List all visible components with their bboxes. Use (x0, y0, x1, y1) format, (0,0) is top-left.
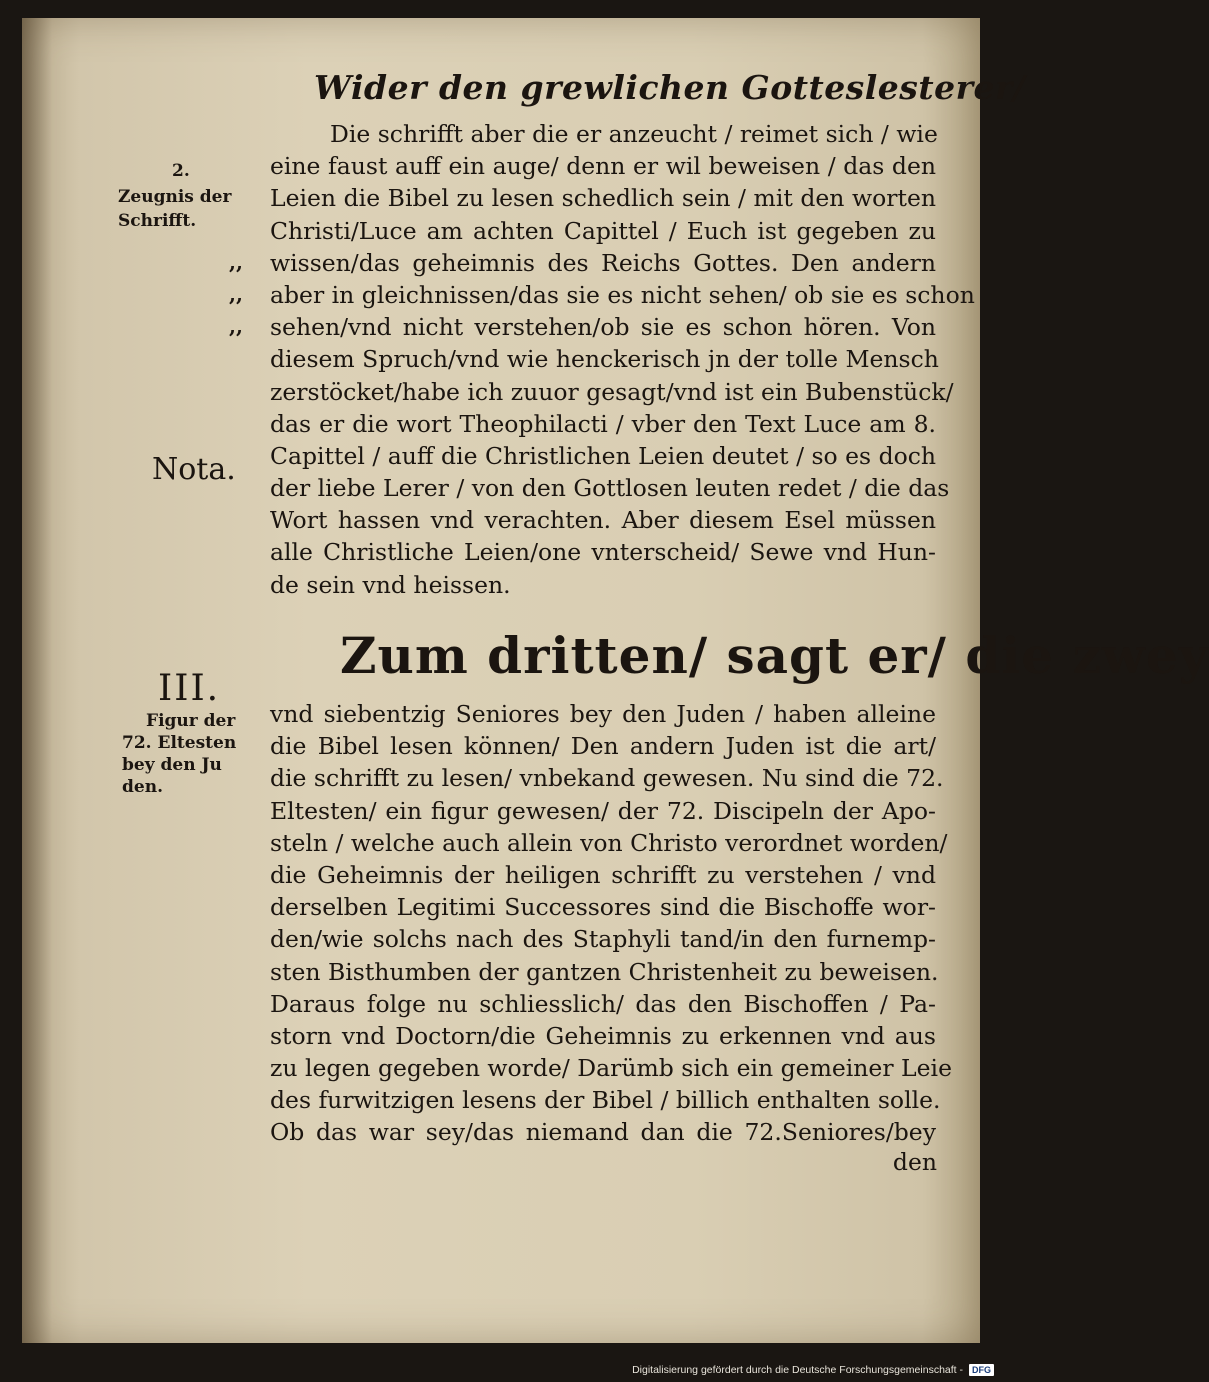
text-line: die Geheimnis der heiligen schrifft zu verstehen / vnd (270, 860, 936, 889)
section-heading: Zum dritten/ sagt er/ die zwey (340, 626, 1209, 685)
dfg-logo: DFG (969, 1364, 994, 1376)
text-line: steln / welche auch allein von Christo verordnet worden/ (270, 828, 948, 857)
text-line: Eltesten/ ein figur gewesen/ der 72. Discipeln der Apo- (270, 796, 936, 825)
spine-shadow (22, 18, 52, 1343)
margin-note-line: Figur der (146, 711, 236, 731)
margin-note-line: Zeugnis der (118, 187, 232, 207)
text-line: storn vnd Doctorn/die Geheimnis zu erkennen vnd aus (270, 1021, 936, 1050)
funding-credit: Digitalisierung gefördert durch die Deutsche Forschungsgemeinschaft - (632, 1364, 963, 1376)
margin-note-nota: Nota. (152, 452, 236, 487)
text-line: zerstöcket/habe ich zuuor gesagt/vnd ist ein Bubenstück/ (270, 377, 954, 406)
quote-mark: ,, (229, 314, 243, 338)
text-line: zu legen gegeben worde/ Darümb sich ein gemeiner Leie (270, 1054, 952, 1083)
text-line: eine faust auff ein auge/ denn er wil beweisen / das den (270, 152, 936, 181)
text-line: Daraus folge nu schliesslich/ das den Bischoffen / Pa- (270, 989, 936, 1018)
margin-note-line: bey den Ju (122, 755, 222, 775)
text-line: Ob das war sey/das niemand dan die 72.Seniores/bey (270, 1118, 936, 1147)
text-line: das er die wort Theophilacti / vber den Text Luce am 8. (270, 409, 936, 438)
paragraph-2 (270, 698, 952, 1149)
quote-mark: ,, (229, 250, 243, 274)
margin-note-line: Schrifft. (118, 211, 197, 231)
text-line: aber in gleichnissen/das sie es nicht sehen/ ob sie es schon (270, 280, 975, 309)
book-page (22, 18, 1209, 1343)
text-line: diesem Spruch/vnd wie henckerisch jn der tolle Mensch (270, 345, 939, 374)
text-line: alle Christliche Leien/one vnterscheid/ Sewe vnd Hun- (270, 538, 936, 567)
margin-note-number: 2. (172, 161, 190, 181)
digitization-footer (610, 1358, 1000, 1382)
paragraph-1 (270, 118, 975, 601)
running-head: Wider den grewlichen Gotteslesterer/ (314, 68, 1026, 107)
text-line: de sein vnd heissen. (270, 570, 511, 599)
text-line: Die schrifft aber die er anzeucht / reimet sich / wie (330, 120, 938, 148)
text-line: des furwitzigen lesens der Bibel / billich enthalten solle. (270, 1086, 941, 1115)
text-line: sehen/vnd nicht verstehen/ob sie es schon hören. Von (270, 313, 936, 342)
text-line: Capittel / auff die Christlichen Leien deutet / so es doch (270, 441, 937, 470)
text-line: der liebe Lerer / von den Gottlosen leuten redet / die das (270, 474, 950, 503)
quote-mark: ,, (229, 282, 243, 306)
text-line: wissen/das geheimnis des Reichs Gottes. Den andern (270, 248, 936, 277)
margin-note-line: 72. Eltesten (122, 733, 237, 753)
text-line: den/wie solchs nach des Staphyli tand/in den furnemp- (270, 925, 936, 954)
text-line: Wort hassen vnd verachten. Aber diesem Esel müssen (270, 506, 936, 535)
text-line: vnd siebentzig Seniores bey den Juden / haben alleine (270, 700, 936, 728)
text-line: die Bibel lesen können/ Den andern Juden ist die art/ (270, 732, 936, 761)
margin-note-roman-numeral: III. (158, 668, 221, 709)
text-line: Christi/Luce am achten Capittel / Euch ist gegeben zu (270, 216, 936, 245)
text-line: die schrifft zu lesen/ vnbekand gewesen. Nu sind die 72. (270, 764, 944, 793)
text-line: sten Bisthumben der gantzen Christenheit zu beweisen. (270, 957, 939, 986)
margin-note-line: den. (122, 777, 163, 797)
text-line: Leien die Bibel zu lesen schedlich sein / mit den worten (270, 184, 936, 213)
text-line: derselben Legitimi Successores sind die Bischoffe wor- (270, 893, 936, 922)
quotation-marks (229, 246, 243, 342)
catchword: den (892, 1148, 937, 1176)
